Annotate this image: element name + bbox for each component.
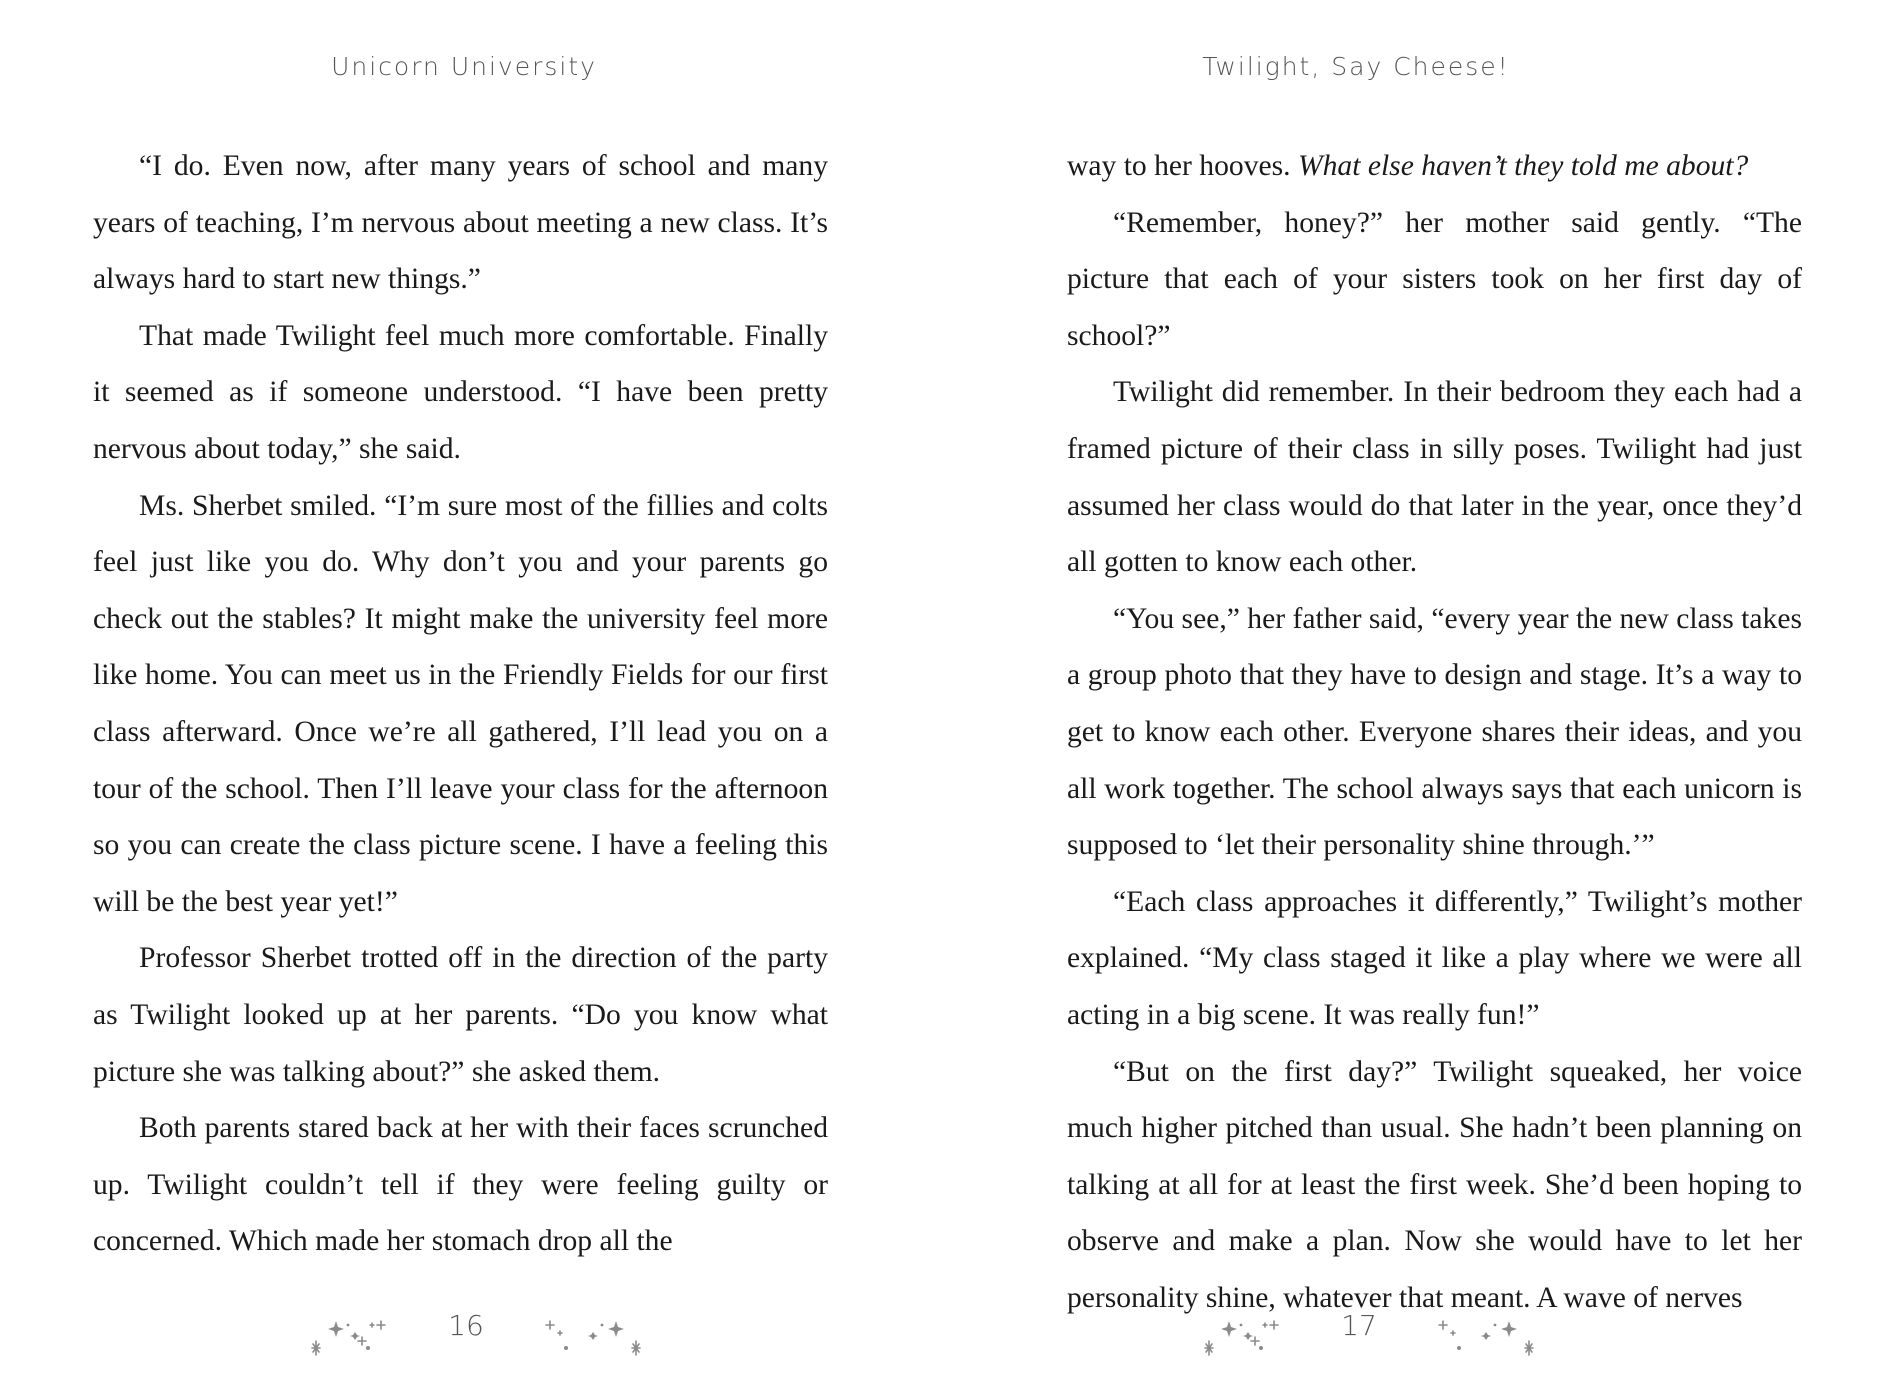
paragraph: Ms. Sherbet smiled. “I’m sure most of the fillies and colts feel just like you do. Why don’t you and your parents go check out the stables? It might make the university feel more like home. You can meet us in the Friendly Fields for our first class afterward. Once we’re all gathered, I’ll lead you on a tour of the school. Then I’ll leave your class for the afternoon so you can create the class picture scene. I have a feeling this will be the best year yet!” [93, 489, 828, 918]
paragraph: “I do. Even now, after many years of school and many years of teaching, I’m nervous about meeting a new class. It’s always hard to start new things.” [93, 150, 828, 296]
left-page [0, 0, 940, 1400]
paragraph: “You see,” her father said, “every year the new class takes a group photo that they have to design and stage. It’s a way to get to know each other. Everyone shares their ideas, and you all work together. The school always says that each unicorn is supposed to ‘let their personality shine through.’” [1067, 602, 1802, 862]
italic-thought: What else haven’t they told me about? [1297, 150, 1749, 182]
continued-text: way to her hooves. [1067, 150, 1298, 182]
paragraph: Professor Sherbet trotted off in the direction of the party as Twilight looked up at her parents. “Do you know what picture she was talking about?” she asked them. [93, 942, 828, 1088]
sparkles-icon [536, 1303, 646, 1359]
page-number: 16 [448, 1309, 484, 1342]
page-folio [0, 1303, 936, 1363]
body-text [1067, 138, 1802, 1326]
right-page [941, 0, 1881, 1400]
paragraph: “Remember, honey?” her mother said gently. “The picture that each of your sisters took on her first day of school?” [1067, 206, 1802, 352]
paragraph: That made Twilight feel much more comfortable. Finally it seemed as if someone understood. “I have been pretty nervous about today,” she said. [93, 319, 828, 465]
sparkles-icon [1429, 1303, 1539, 1359]
page-number: 17 [1341, 1309, 1377, 1342]
running-head-book-title: Unicorn University [331, 52, 597, 81]
paragraph: Both parents stared back at her with their faces scrunched up. Twilight couldn’t tell if they were feeling guilty or concerned. Which made her stomach drop all the [93, 1112, 828, 1258]
body-text [93, 138, 828, 1270]
running-head-chapter-title: Twilight, Say Cheese! [1202, 52, 1510, 81]
continued-paragraph [1067, 138, 1802, 195]
paragraph: Twilight did remember. In their bedroom they each had a framed picture of their class in silly poses. Twilight had just assumed her class would do that later in the year, once they’d all gotten to know each other. [1067, 376, 1802, 579]
page-folio [889, 1303, 1829, 1363]
paragraph: “Each class approaches it differently,” Twilight’s mother explained. “My class staged it like a play where we were all acting in a big scene. It was really fun!” [1067, 885, 1802, 1031]
paragraph: “But on the first day?” Twilight squeaked, her voice much higher pitched than usual. She hadn’t been planning on talking at all for at least the first week. She’d been hoping to observe and make a plan. Now she would have to let her personality shine, whatever that meant. A wave of nerves [1067, 1055, 1802, 1314]
